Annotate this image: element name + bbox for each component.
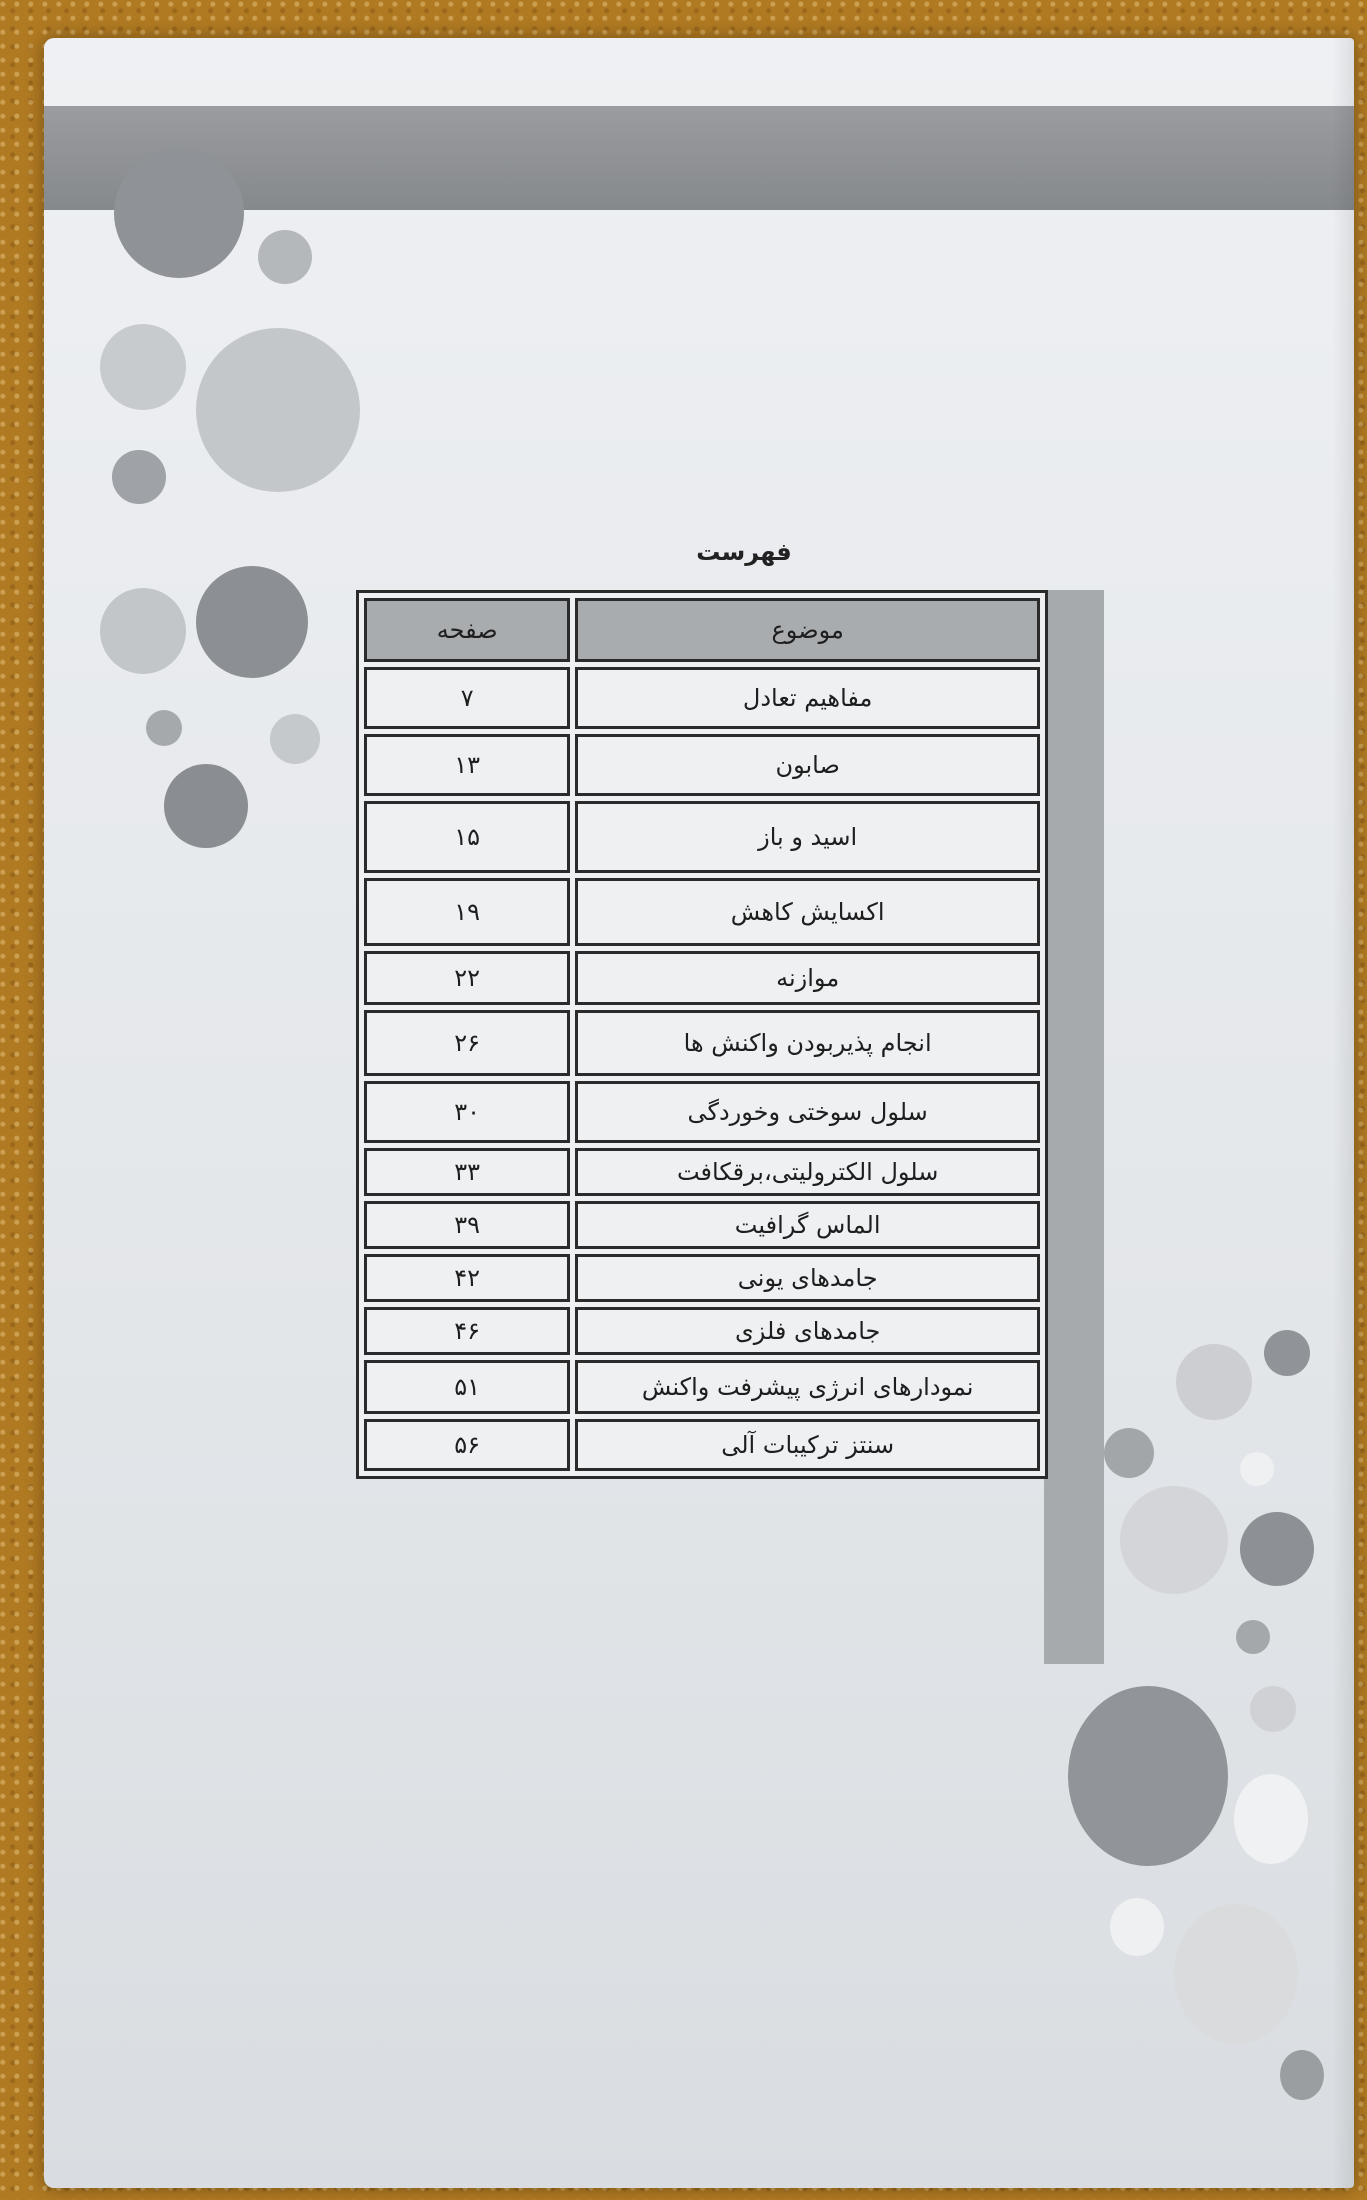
table-row [364,734,1040,796]
table-row [364,1081,1040,1143]
toc-table [356,590,1048,1479]
decorative-circle [1280,2050,1324,2100]
decorative-circle [270,714,320,764]
page-number-cell: ۲۶ [364,1010,570,1076]
decorative-circle [1176,1344,1252,1420]
table-row [364,667,1040,729]
decorative-circle [1236,1620,1270,1654]
table-row [364,1360,1040,1414]
page-edge-shadow [1332,38,1354,2188]
table-shadow [1044,590,1104,1664]
table-row [364,1254,1040,1302]
decorative-circle [100,324,186,410]
topic-cell: اسید و باز [575,801,1040,873]
decorative-circle [1174,1904,1298,2044]
decorative-circle [1120,1486,1228,1594]
decorative-circle [100,588,186,674]
decorative-circle [258,230,312,284]
page-number-cell: ۱۳ [364,734,570,796]
topic-cell: اکسایش کاهش [575,878,1040,946]
table-row [364,951,1040,1005]
page-number-cell: ۴۲ [364,1254,570,1302]
table-row [364,878,1040,946]
topic-cell: سلول الکترولیتی،برقکافت [575,1148,1040,1196]
table-row [364,1307,1040,1355]
table-row [364,1148,1040,1196]
topic-cell: انجام پذیربودن واکنش ها [575,1010,1040,1076]
decorative-circle [196,328,360,492]
topic-cell: سلول سوختی وخوردگی [575,1081,1040,1143]
decorative-circle [114,148,244,278]
page-number-cell: ۷ [364,667,570,729]
page-number-cell: ۵۱ [364,1360,570,1414]
page-number-cell: ۳۳ [364,1148,570,1196]
page-number-cell: ۲۲ [364,951,570,1005]
table-row [364,1201,1040,1249]
decorative-circle [196,566,308,678]
decorative-circle [112,450,166,504]
page-number-cell: ۴۶ [364,1307,570,1355]
decorative-circle [164,764,248,848]
decorative-circle [1240,1452,1274,1486]
decorative-circle [146,710,182,746]
decorative-circle [1110,1898,1164,1956]
table-row [364,1010,1040,1076]
decorative-circle [1234,1774,1308,1864]
topic-cell: جامدهای یونی [575,1254,1040,1302]
decorative-circle [1068,1686,1228,1866]
decorative-circle [1264,1330,1310,1376]
table-row [364,1419,1040,1471]
table-header-row [364,598,1040,662]
page-number-cell: ۱۹ [364,878,570,946]
topic-cell: نمودارهای انرژی پیشرفت واکنش [575,1360,1040,1414]
decorative-circle [1104,1428,1154,1478]
page-title: فهرست [696,538,792,566]
topic-cell: جامدهای فلزی [575,1307,1040,1355]
column-header-topic: موضوع [575,598,1040,662]
page-number-cell: ۵۶ [364,1419,570,1471]
page-number-cell: ۱۵ [364,801,570,873]
topic-cell: موازنه [575,951,1040,1005]
decorative-circle [1240,1512,1314,1586]
table-row [364,801,1040,873]
topic-cell: الماس گرافیت [575,1201,1040,1249]
decorative-circle [1250,1686,1296,1732]
topic-cell: سنتز ترکیبات آلی [575,1419,1040,1471]
topic-cell: صابون [575,734,1040,796]
page-number-cell: ۳۹ [364,1201,570,1249]
page-number-cell: ۳۰ [364,1081,570,1143]
book-page [44,38,1354,2188]
toc-body [364,667,1040,1471]
topic-cell: مفاهیم تعادل [575,667,1040,729]
column-header-page: صفحه [364,598,570,662]
